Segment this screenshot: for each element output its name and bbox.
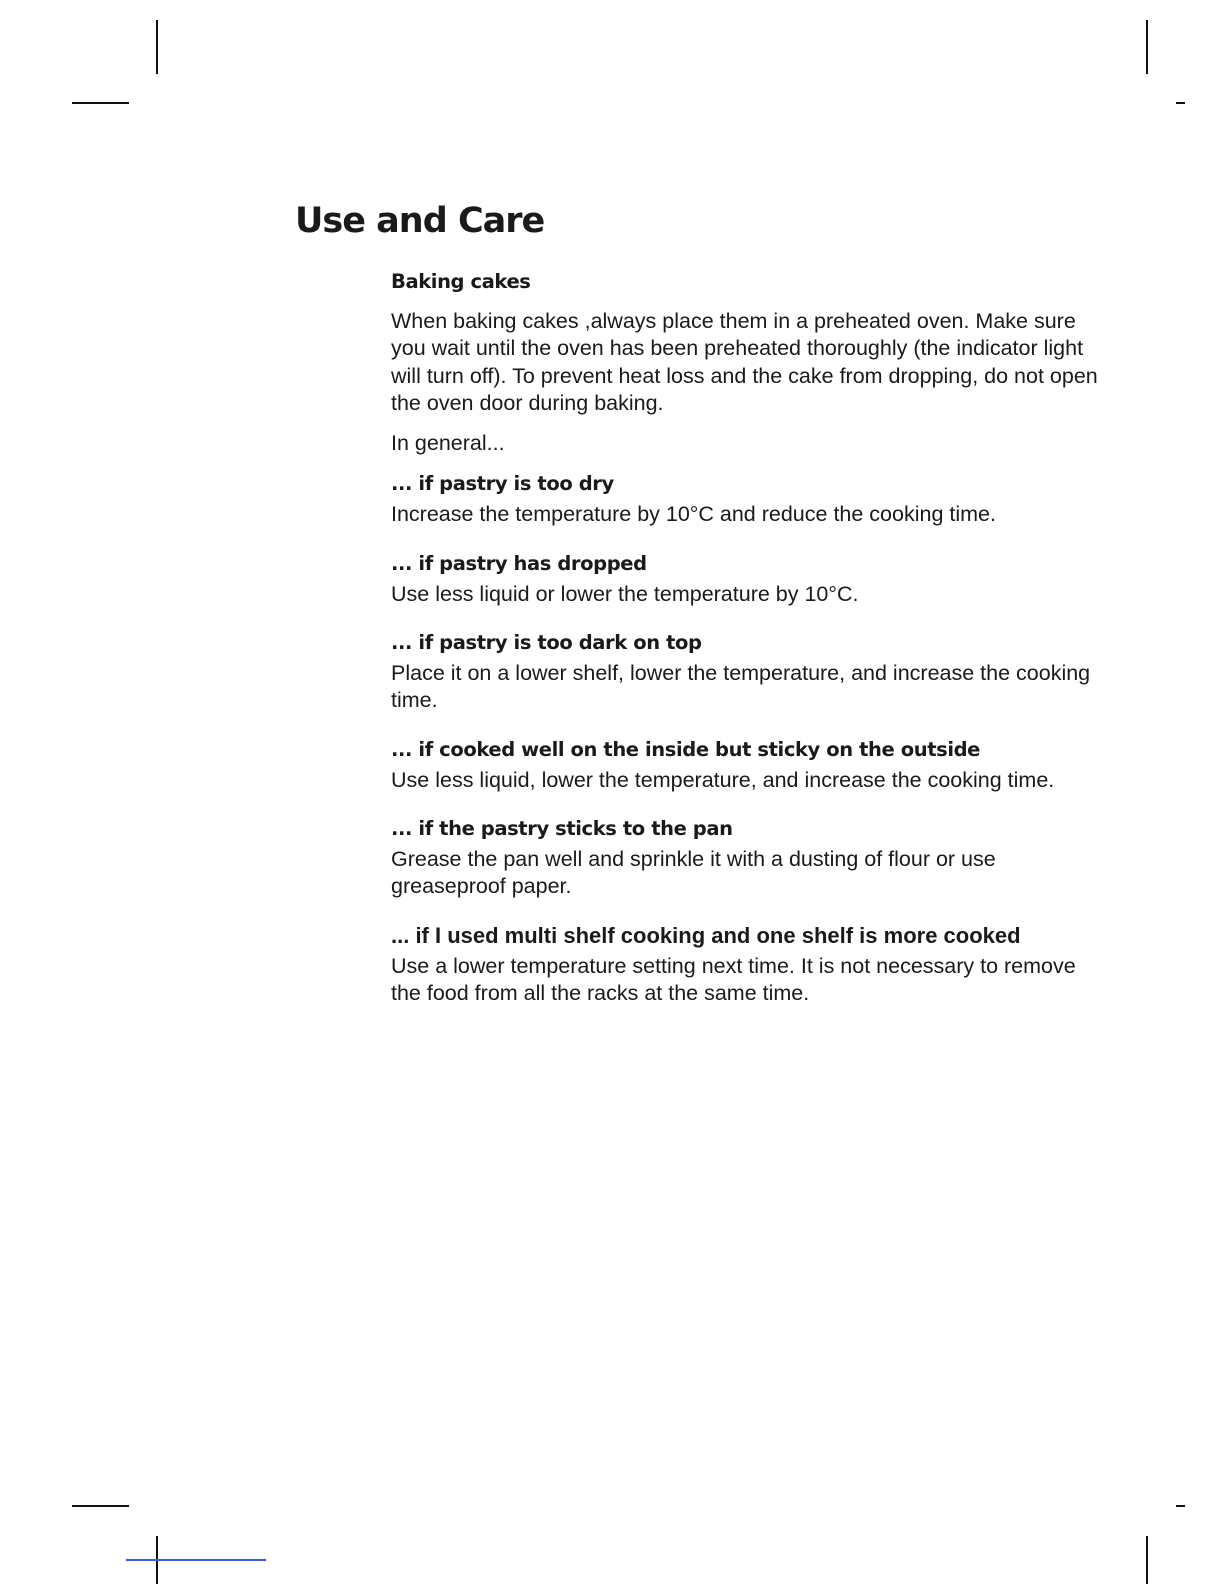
tip-text: Grease the pan well and sprinkle it with a dusting of flour or use greaseproof paper.	[391, 846, 996, 899]
main-content	[391, 268, 1111, 1028]
crop-mark-bottom-left-horizontal	[72, 1505, 129, 1507]
tip-heading: ... if pastry is too dark on top	[391, 631, 702, 655]
tip-heading: ... if the pastry sticks to the pan	[391, 816, 733, 840]
general-text: In general...	[391, 431, 505, 456]
tip-sticky-outside	[391, 736, 1111, 794]
intro-paragraph: When baking cakes ,always place them in a preheated oven. Make sure you wait until the oven has been preheated thoroughly (the indicator light will turn off). To prevent heat loss and the cake from dropping, do not open the oven door during baking.	[391, 309, 1098, 415]
tip-sticks-to-pan	[391, 815, 1111, 901]
crop-mark-top-left-horizontal	[72, 102, 129, 104]
crop-mark-top-left-vertical	[156, 20, 158, 74]
section-heading: Baking cakes	[391, 270, 531, 293]
tip-text: Increase the temperature by 10°C and reduce the cooking time.	[391, 502, 996, 527]
tip-multi-shelf	[391, 922, 1111, 1008]
crop-mark-bottom-right-horizontal	[1176, 1505, 1185, 1507]
tip-heading: ... if I used multi shelf cooking and one shelf is more cooked	[391, 922, 1021, 948]
tip-too-dry	[391, 470, 1111, 528]
tip-dropped	[391, 550, 1111, 608]
tip-text: Place it on a lower shelf, lower the temperature, and increase the cooking time.	[391, 661, 1091, 713]
page-title: Use and Care	[295, 201, 545, 241]
tip-text: Use less liquid or lower the temperature by 10°C.	[391, 581, 859, 606]
tip-text: Use less liquid, lower the temperature, and increase the cooking time.	[391, 767, 1055, 792]
tip-heading: ... if cooked well on the inside but sticky on the outside	[391, 737, 981, 761]
tip-text: Use a lower temperature setting next time. It is not necessary to remove the food from all the racks at the same time.	[391, 953, 1076, 1005]
crop-mark-top-right-horizontal	[1176, 102, 1185, 104]
registration-line	[126, 1559, 266, 1561]
crop-mark-top-right-vertical	[1146, 20, 1148, 74]
tip-heading: ... if pastry is too dry	[391, 472, 614, 496]
crop-mark-bottom-right-vertical	[1146, 1536, 1148, 1584]
tip-too-dark	[391, 629, 1111, 715]
tip-heading: ... if pastry has dropped	[391, 551, 647, 575]
